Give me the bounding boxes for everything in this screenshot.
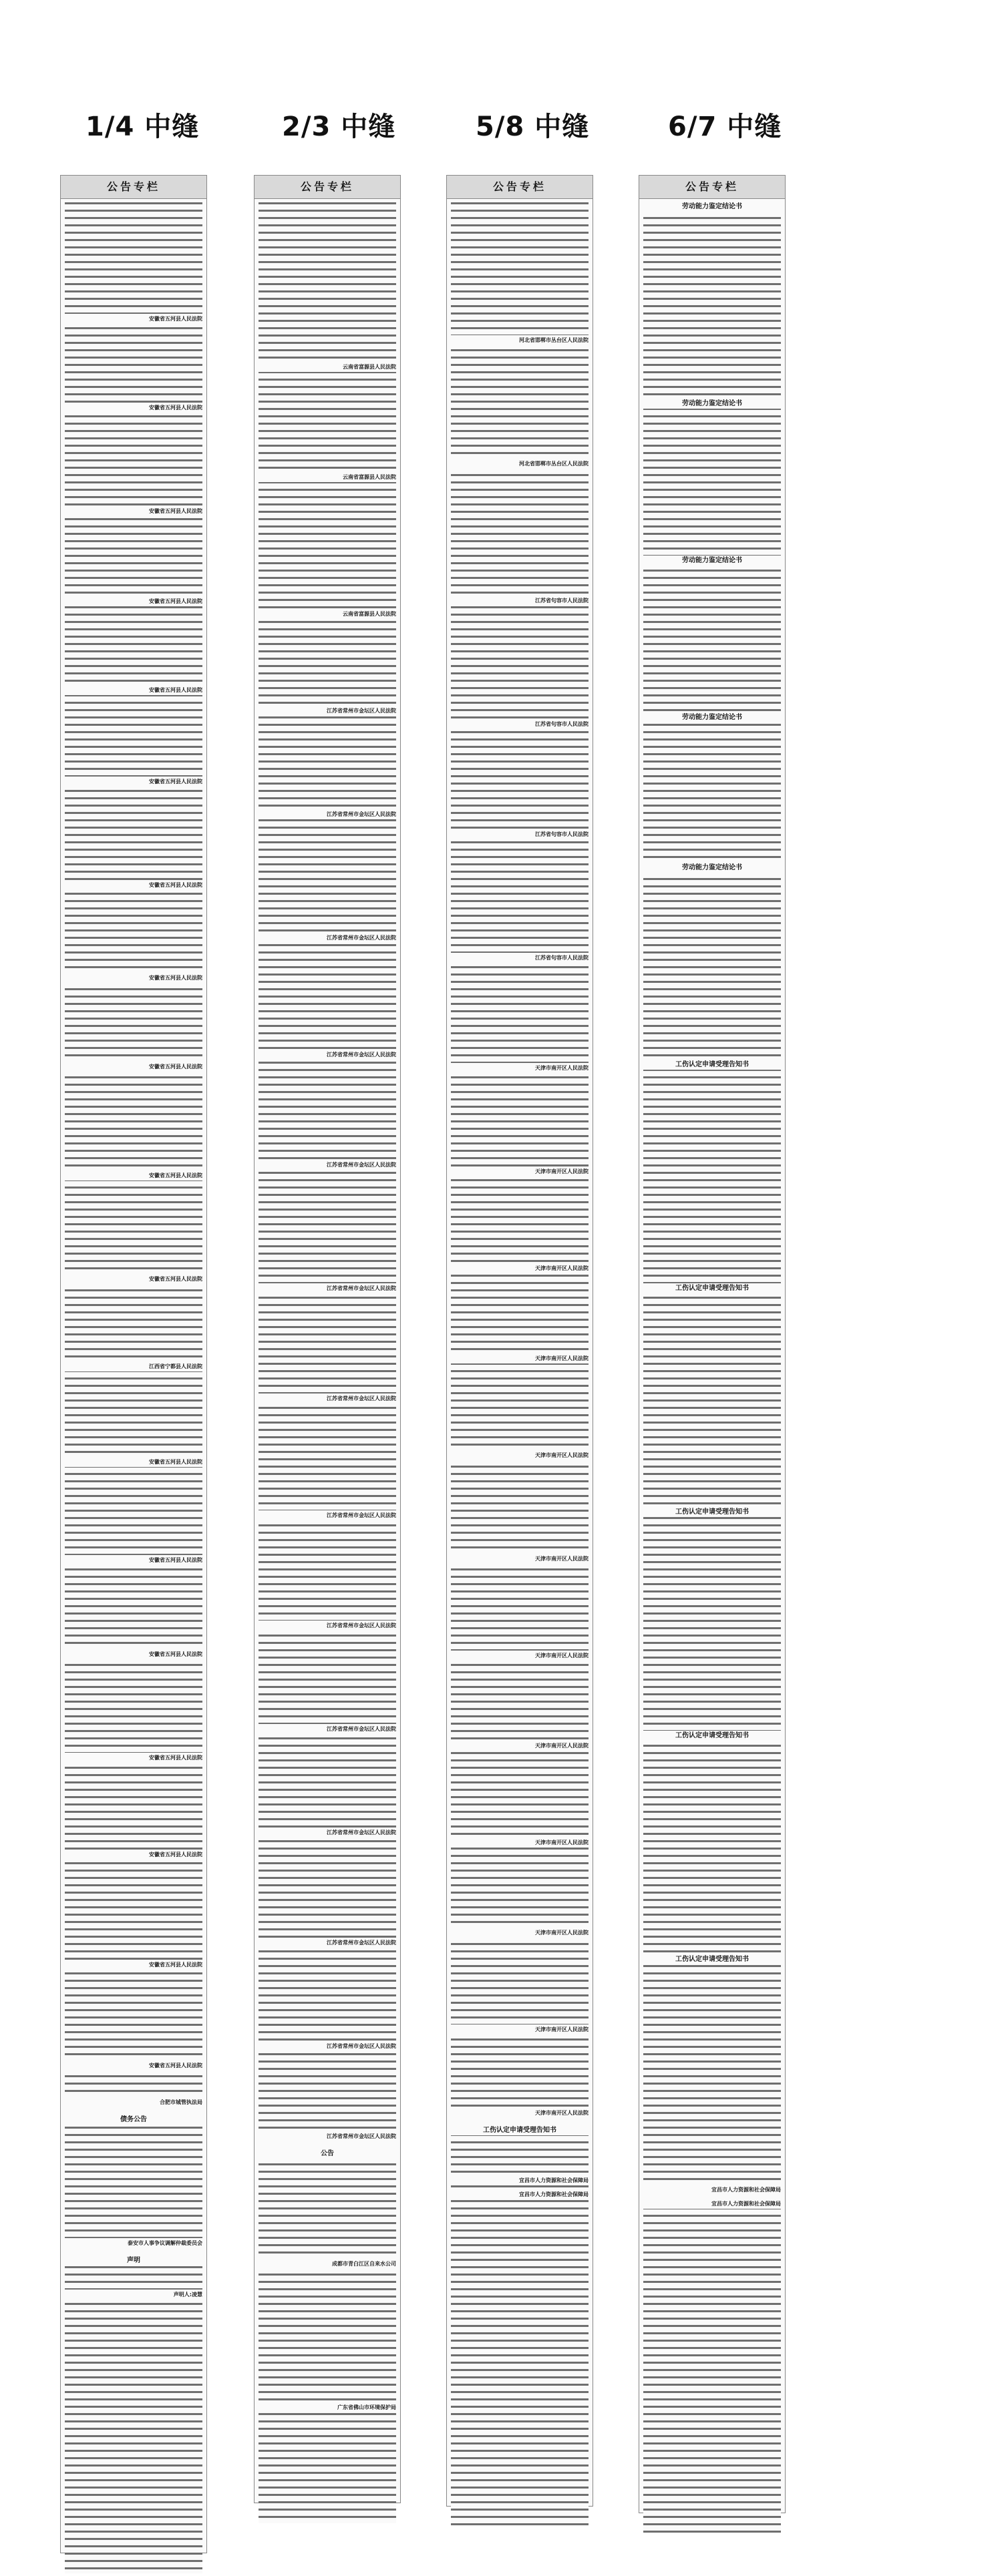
notice-heading: 江苏省常州市金坛区人民法院 [257, 809, 397, 819]
notice-heading: 天津市南开区人民法院 [450, 1063, 590, 1073]
notice-heading: 安徽省五河县人民法院 [63, 1274, 204, 1284]
notice-heading: 天津市南开区人民法院 [450, 2108, 590, 2118]
notice-heading: 宜昌市人力资源和社会保障局 [642, 2185, 782, 2195]
notice-heading: 江苏省常州市金坛区人民法院 [257, 1050, 397, 1060]
column-1-footer: 声明人:凌慧 [63, 2290, 204, 2300]
column-4-body [639, 199, 785, 2536]
notice-heading: 安徽省五河县人民法院 [63, 314, 204, 324]
notice-heading: 江苏省常州市金坛区人民法院 [257, 1283, 397, 1293]
notice-heading: 安徽省五河县人民法院 [63, 880, 204, 890]
column-3-body [447, 199, 593, 2529]
notice-heading: 江苏省常州市金坛区人民法院 [257, 1724, 397, 1734]
section-heading: 劳动能力鉴定结论书 [642, 202, 782, 212]
column-1-header: 公告专栏 [61, 176, 206, 199]
notice-heading: 安徽省五河县人民法院 [63, 1170, 204, 1180]
notice-heading: 天津市南开区人民法院 [450, 1353, 590, 1363]
notice-heading: 江苏省常州市金坛区人民法院 [257, 2131, 397, 2141]
notice-heading: 江苏省句容市人民法院 [450, 596, 590, 606]
column-3-header: 公告专栏 [447, 176, 593, 199]
section-heading: 工伤认定申请受理告知书 [642, 1507, 782, 1517]
column-2-body [255, 199, 400, 2526]
notice-heading: 江苏省常州市金坛区人民法院 [257, 1828, 397, 1838]
notice-heading: 江苏省常州市金坛区人民法院 [257, 1160, 397, 1170]
column-label-2: 2/3 中缝 [282, 112, 396, 142]
section-heading: 劳动能力鉴定结论书 [642, 399, 782, 409]
notice-heading: 河北省邯郸市丛台区人民法院 [450, 335, 590, 345]
notice-heading: 天津市南开区人民法院 [450, 1450, 590, 1460]
notice-heading: 安徽省五河县人民法院 [63, 973, 204, 983]
notice-heading: 安徽省五河县人民法院 [63, 1753, 204, 1763]
section-heading: 工伤认定申请受理告知书 [642, 1283, 782, 1293]
notice-heading: 安徽省五河县人民法院 [63, 1062, 204, 1072]
column-label-4: 6/7 中缝 [668, 112, 782, 142]
notice-heading: 合肥市城管执法局 [63, 2097, 204, 2107]
notice-heading: 江苏省常州市金坛区人民法院 [257, 2041, 397, 2051]
notice-heading: 天津市南开区人民法院 [450, 2024, 590, 2034]
column-1-body [61, 199, 206, 2576]
column-4 [639, 175, 786, 2513]
section-heading: 工伤认定申请受理告知书 [642, 1731, 782, 1741]
column-3 [446, 175, 593, 2507]
notice-heading: 安徽省五河县人民法院 [63, 1850, 204, 1860]
notice-heading: 安徽省五河县人民法院 [63, 2061, 204, 2071]
section-heading: 工伤认定申请受理告知书 [642, 1060, 782, 1070]
notice-heading: 安徽省五河县人民法院 [63, 1960, 204, 1970]
notice-heading: 天津市南开区人民法院 [450, 1554, 590, 1564]
notice-heading: 安徽省五河县人民法院 [63, 685, 204, 695]
section-heading: 工伤认定申请受理告知书 [642, 1954, 782, 1964]
notice-heading: 河北省邯郸市丛台区人民法院 [450, 459, 590, 469]
column-2 [254, 175, 401, 2503]
column-3-footer: 宜昌市人力资源和社会保障局 [450, 2189, 590, 2199]
column-2-header: 公告专栏 [255, 176, 400, 199]
notice-heading: 江苏省常州市金坛区人民法院 [257, 1938, 397, 1948]
notice-heading: 安徽省五河县人民法院 [63, 403, 204, 413]
section-heading: 劳动能力鉴定结论书 [642, 712, 782, 722]
notice-heading: 成都市青白江区自来水公司 [257, 2259, 397, 2269]
column-2-footer: 广东省佛山市环境保护局 [257, 2402, 397, 2412]
notice-heading: 安徽省五河县人民法院 [63, 777, 204, 787]
notice-heading: 云南省富源县人民法院 [257, 472, 397, 482]
notice-heading: 天津市南开区人民法院 [450, 1928, 590, 1938]
notice-heading: 云南省富源县人民法院 [257, 609, 397, 619]
notice-heading: 天津市南开区人民法院 [450, 1263, 590, 1273]
notice-heading: 天津市南开区人民法院 [450, 1166, 590, 1176]
column-4-footer: 宜昌市人力资源和社会保障局 [642, 2199, 782, 2209]
notice-heading: 安徽省五河县人民法院 [63, 506, 204, 516]
section-heading: 工伤认定申请受理告知书 [450, 2125, 590, 2135]
notice-heading: 天津市南开区人民法院 [450, 1838, 590, 1848]
notice-heading: 江苏省常州市金坛区人民法院 [257, 706, 397, 716]
section-heading: 声明 [63, 2256, 204, 2266]
notice-heading: 安徽省五河县人民法院 [63, 1555, 204, 1565]
notice-heading: 宜昌市人力资源和社会保障局 [450, 2175, 590, 2185]
column-4-header: 公告专栏 [639, 176, 785, 199]
notice-heading: 安徽省五河县人民法院 [63, 1649, 204, 1659]
section-heading: 劳动能力鉴定结论书 [642, 863, 782, 873]
notice-heading: 天津市南开区人民法院 [450, 1651, 590, 1661]
section-heading: 劳动能力鉴定结论书 [642, 556, 782, 566]
section-heading: 公告 [257, 2149, 397, 2159]
notice-heading: 泰安市人事争议调解仲裁委员会 [63, 2238, 204, 2248]
notice-heading: 江苏省常州市金坛区人民法院 [257, 1621, 397, 1631]
notice-heading: 江苏省常州市金坛区人民法院 [257, 933, 397, 943]
notice-heading: 江苏省常州市金坛区人民法院 [257, 1393, 397, 1404]
notice-heading: 江苏省句容市人民法院 [450, 719, 590, 729]
notice-heading: 天津市南开区人民法院 [450, 1741, 590, 1751]
notice-heading: 江西省宁都县人民法院 [63, 1361, 204, 1371]
notice-heading: 安徽省五河县人民法院 [63, 596, 204, 606]
column-label-3: 5/8 中缝 [476, 112, 590, 142]
notice-heading: 安徽省五河县人民法院 [63, 1457, 204, 1467]
section-heading: 债务公告 [63, 2115, 204, 2125]
notice-heading: 江苏省常州市金坛区人民法院 [257, 1510, 397, 1520]
notice-heading: 江苏省句容市人民法院 [450, 829, 590, 839]
notice-heading: 江苏省句容市人民法院 [450, 953, 590, 963]
column-1 [60, 175, 207, 2553]
column-label-1: 1/4 中缝 [86, 112, 200, 142]
notice-heading: 云南省富源县人民法院 [257, 362, 397, 372]
